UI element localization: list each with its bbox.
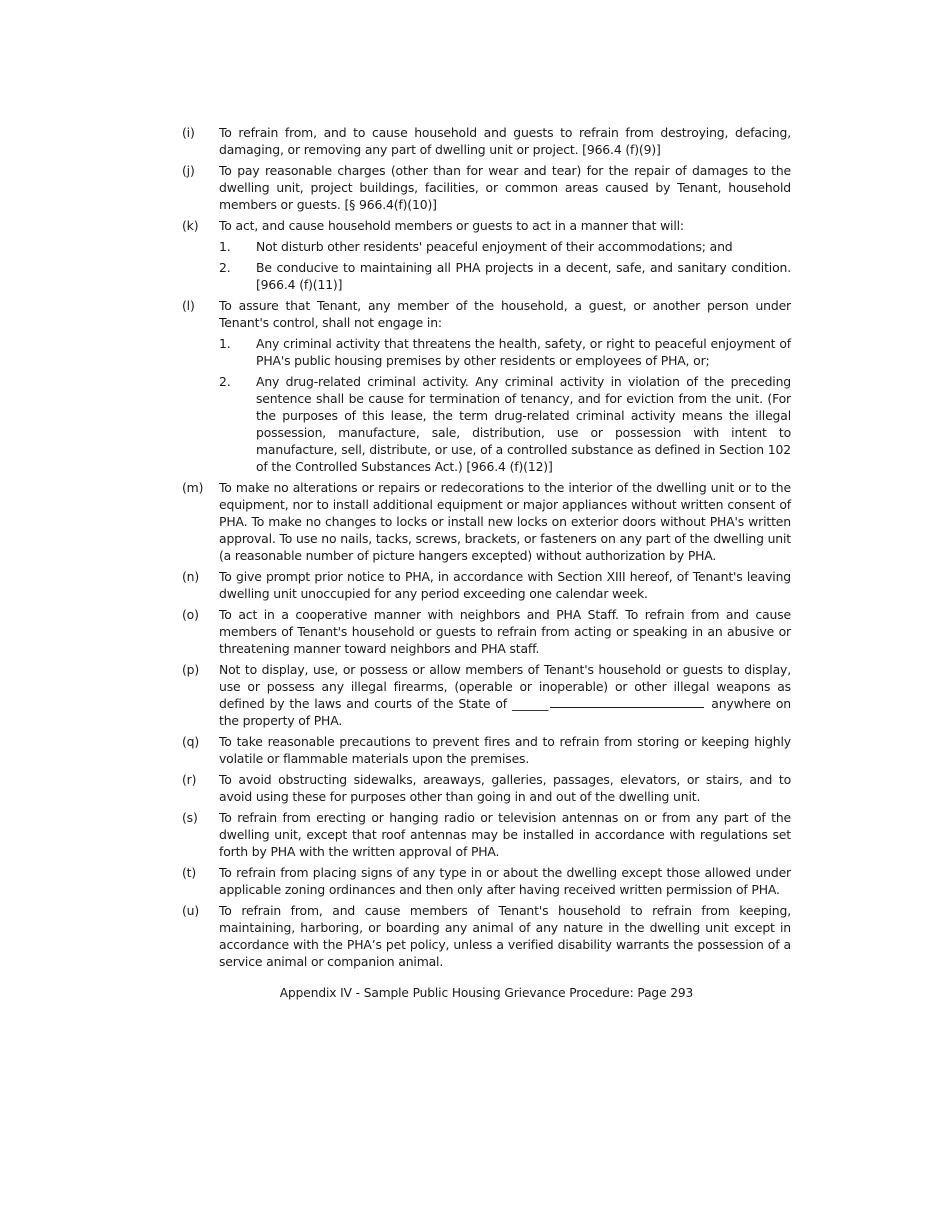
list-item: [182, 297, 791, 475]
sub-item: [219, 373, 791, 475]
item-label: (m): [182, 480, 204, 495]
item-label: (i): [182, 125, 195, 140]
item-text: To refrain from, and to cause household and guests to refrain from destroying, defacing, damaging, or removing any part of dwelling unit or project. [966.4 (f)(9)]: [219, 125, 791, 157]
item-label: (s): [182, 810, 198, 825]
list-item: [182, 568, 791, 602]
item-label: (r): [182, 772, 197, 787]
item-text: To make no alterations or repairs or redecorations to the interior of the dwelling unit or to the equipment, nor to install additional equipment or major appliances without written consent of PHA. To make no changes to locks or install new locks on exterior doors without PHA's written approval. To use no nails, tacks, screws, brackets, or fasteners on any part of the dwelling unit (a reasonable number of picture hangers excepted) without authorization by PHA.: [219, 480, 791, 563]
item-text: To pay reasonable charges (other than for wear and tear) for the repair of damages to the dwelling unit, project buildings, facilities, or common areas caused by Tenant, household members or guests. [§ 966.4(f)(10)]: [219, 163, 791, 212]
list-item: [182, 661, 791, 729]
list-item: [182, 809, 791, 860]
sub-item: [219, 259, 791, 293]
item-label: (l): [182, 298, 195, 313]
item-text: To give prompt prior notice to PHA, in accordance with Section XIII hereof, of Tenant's leaving dwelling unit unoccupied for any period exceeding one calendar week.: [219, 569, 791, 601]
blank-underscores: ______: [511, 696, 549, 711]
item-label: (j): [182, 163, 195, 178]
lease-obligations-list: [182, 124, 791, 974]
sub-item-number: 2.: [219, 260, 231, 275]
sub-item-number: 2.: [219, 374, 231, 389]
list-item: [182, 124, 791, 158]
list-item: [182, 771, 791, 805]
state-blank-line: [550, 695, 704, 708]
sub-item: [219, 335, 791, 369]
sub-item-number: 1.: [219, 239, 231, 254]
item-text-before-blank: Not to display, use, or possess or allow members of Tenant's household or guests to display, use or possess any illegal firearms, (operable or inoperable) or other illegal weapons as defined by the laws and courts of the State of: [219, 662, 791, 711]
item-label: (t): [182, 865, 197, 880]
item-label: (n): [182, 569, 200, 584]
item-text: To assure that Tenant, any member of the household, a guest, or another person under Tenant's control, shall not engage in:: [219, 298, 791, 330]
list-item: [182, 479, 791, 564]
sub-item-text: Any criminal activity that threatens the health, safety, or right to peaceful enjoyment of PHA's public housing premises by other residents or employees of PHA, or;: [256, 336, 791, 368]
list-item: [182, 733, 791, 767]
item-label: (p): [182, 662, 200, 677]
list-item: [182, 902, 791, 970]
item-text: To refrain from erecting or hanging radio or television antennas on or from any part of the dwelling unit, except that roof antennas may be installed in accordance with regulations set forth by PHA with the written approval of PHA.: [219, 810, 791, 859]
sub-item-text: Not disturb other residents' peaceful enjoyment of their accommodations; and: [256, 239, 733, 254]
item-text: To act in a cooperative manner with neighbors and PHA Staff. To refrain from and cause members of Tenant's household or guests to refrain from acting or speaking in an abusive or threatening manner toward neighbors and PHA staff.: [219, 607, 791, 656]
page-footer: Appendix IV - Sample Public Housing Grievance Procedure: Page 293: [279, 986, 694, 1000]
list-item: [182, 606, 791, 657]
item-text: [219, 661, 791, 729]
item-text: To refrain from, and cause members of Tenant's household to refrain from keeping, maintaining, harboring, or boarding any animal of any nature in the dwelling unit except in accordance with the PHA’s pet policy, unless a verified disability warrants the possession of a service animal or companion animal.: [219, 903, 791, 969]
list-item: [182, 864, 791, 898]
sub-item-text: Any drug-related criminal activity. Any criminal activity in violation of the preceding sentence shall be cause for termination of tenancy, and for eviction from the unit. (For the purposes of this lease, the term drug-related criminal activity means the illegal possession, manufacture, sale, distribution, use or possession with intent to manufacture, sell, distribute, or use, of a controlled substance as defined in Section 102 of the Controlled Substances Act.) [966.4 (f)(12)]: [256, 374, 791, 474]
sub-item-number: 1.: [219, 336, 231, 351]
item-text: To avoid obstructing sidewalks, areaways, galleries, passages, elevators, or stairs, and to avoid using these for purposes other than going in and out of the dwelling unit.: [219, 772, 791, 804]
item-text: To take reasonable precautions to prevent fires and to refrain from storing or keeping highly volatile or flammable materials upon the premises.: [219, 734, 791, 766]
item-text: To refrain from placing signs of any type in or about the dwelling except those allowed under applicable zoning ordinances and then only after having received written permission of PHA.: [219, 865, 791, 897]
item-label: (u): [182, 903, 200, 918]
list-item: [182, 162, 791, 213]
item-text-after-blank: anywhere on the property of PHA.: [219, 696, 791, 728]
sub-item-text: Be conducive to maintaining all PHA projects in a decent, safe, and sanitary condition. [966.4 (f)(11)]: [256, 260, 791, 292]
item-label: (k): [182, 218, 199, 233]
sub-item: [219, 238, 791, 255]
item-label: (o): [182, 607, 199, 622]
item-text: To act, and cause household members or guests to act in a manner that will:: [219, 218, 684, 233]
item-label: (q): [182, 734, 200, 749]
list-item: [182, 217, 791, 293]
